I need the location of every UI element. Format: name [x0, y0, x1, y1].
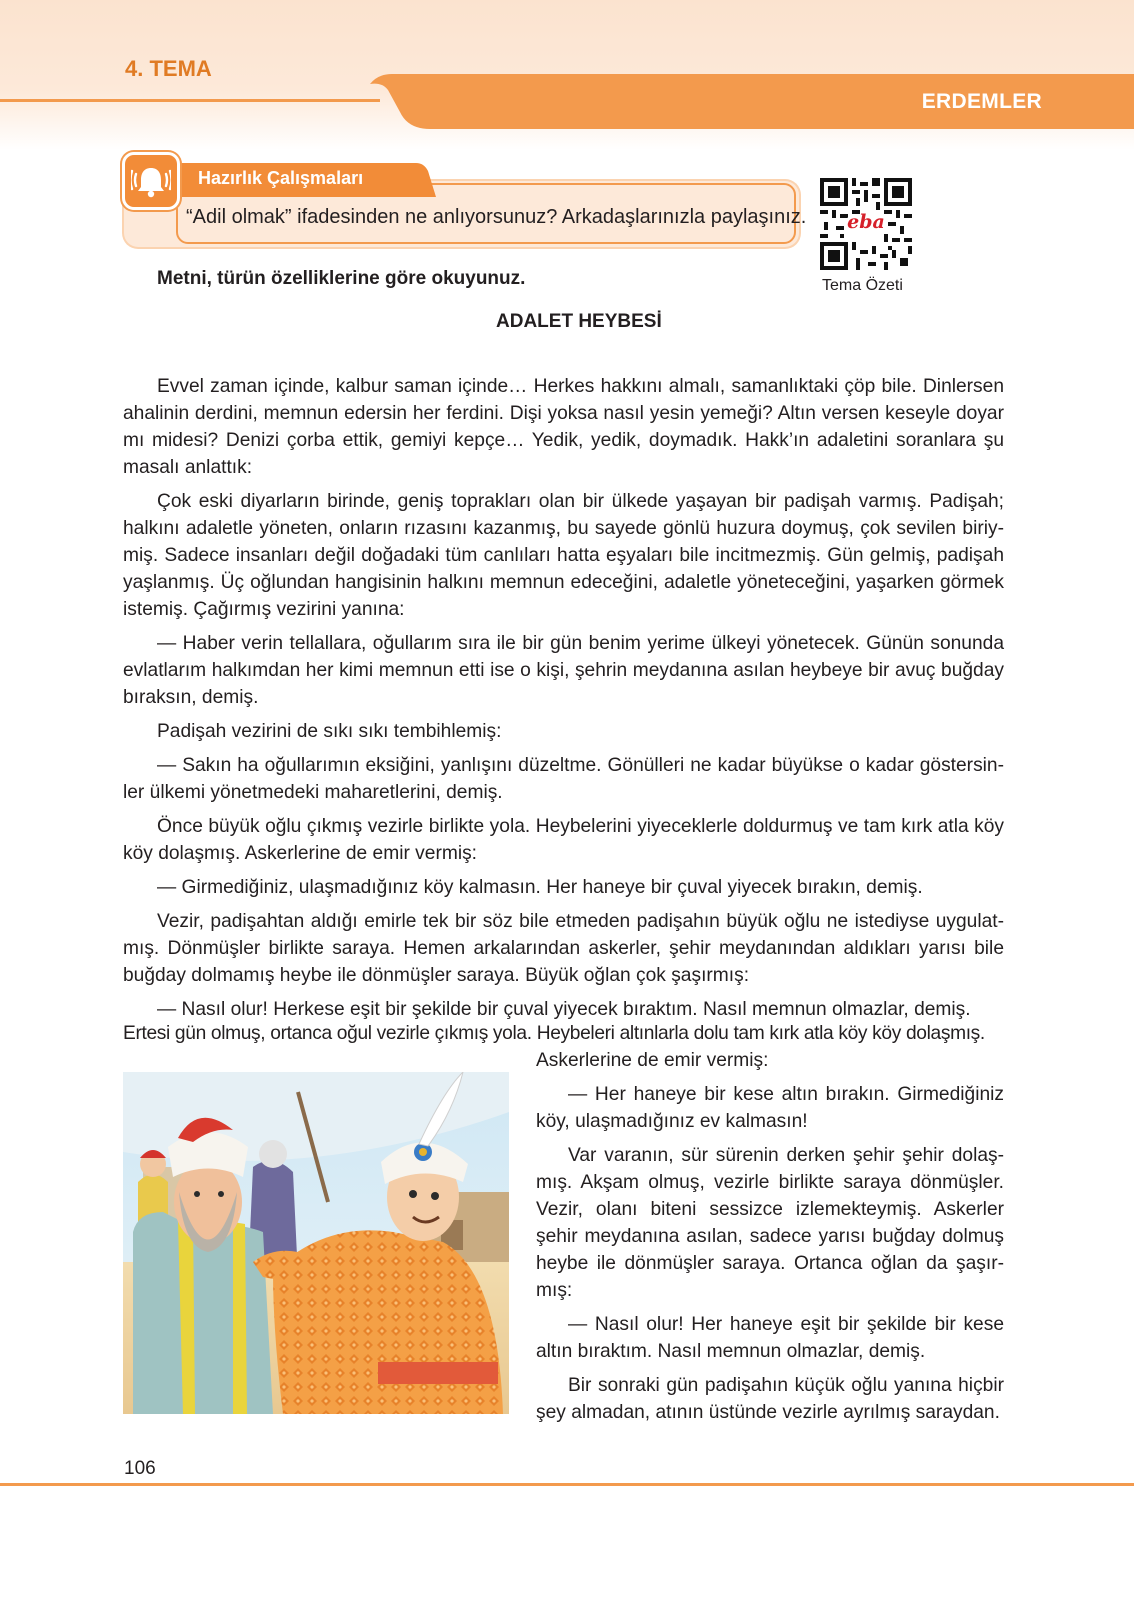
story-paragraph: — Nasıl olur! Her haneye eşit bir şekilde bir kese altın bıraktım. Nasıl memnun olmazlar, demiş. [536, 1314, 1004, 1362]
eba-logo: eba [847, 211, 885, 233]
theme-divider [0, 99, 380, 102]
story-paragraph: — Girmediğiniz, ulaşmadığınız köy kalmasın. Her haneye bir çuval yiyecek bırakın, demiş. [157, 877, 923, 898]
story-paragraph: — Her haneye bir kese altın bırakın. Girmediğiniz köy, ulaşmadığınız ev kalmasın! [536, 1084, 1004, 1132]
story-illustration [123, 1072, 509, 1414]
story-paragraph: — Sakın ha oğullarımın eksiğini, yanlışını düzeltme. Gönülleri ne kadar büyükse o kadar göstersinler ülkemi yönetmedeki maharetlerini, demiş. [123, 755, 1004, 803]
story-paragraph: Çok eski diyarların birinde, geniş toprakları olan bir ülkede yaşayan bir padişah varmış. Padişah; halkını adaletle yöneten, onların rızasını kazanmış, bu sayede gönlü huzura doymuş, çok sevilen biriymiş. Sadece insanları değil doğadaki tüm canlıları hatta eşyaları bile incitmezmiş. Gün gelmiş, padişah yaşlanmış. Üç oğlundan hangisinin halkını memnun edeceğini, adaletle yöneteceğini, yaşarken görmek istemiş. Çağırmış vezirini yanına: [123, 491, 1004, 620]
footer-divider [0, 1483, 1134, 1486]
story-body [123, 373, 1004, 1030]
page-number: 106 [124, 1458, 156, 1479]
story-paragraph: Vezir, padişahtan aldığı emirle tek bir söz bile etmeden padişahın büyük oğlu ne istediyse uygulatmış. Dönmüşler birlikte saraya. Hemen arkalarından askerler, şehir meydanından aldıkları yarısı bile buğday dolmamış heybe ile dönmüşler saraya. Büyük oğlan çok şaşırmış: [123, 911, 1004, 986]
prep-title: Hazırlık Çalışmaları [198, 168, 364, 188]
reading-instruction: Metni, türün özelliklerine göre okuyunuz. [157, 268, 526, 289]
story-paragraph: Padişah vezirini de sıkı sıkı tembihlemiş: [157, 721, 502, 742]
prep-question: “Adil olmak” ifadesinden ne anlıyorsunuz? Arkadaşlarınızla paylaşınız. [186, 206, 807, 228]
story-paragraph: — Haber verin tellallara, oğullarım sıra ile bir gün benim yerime ülkeyi yönetecek. Günün sonunda evlatlarım halkımdan her kimi memnun etti ise o kişi, şehrin meydanına asılan heybeye bir avuç buğday bıraksın, demiş. [123, 633, 1004, 708]
story-title: ADALET HEYBESİ [496, 311, 662, 332]
theme-name: ERDEMLER [921, 90, 1042, 113]
story-paragraph: Evvel zaman içinde, kalbur saman içinde… Herkes hakkını almalı, samanlıktaki çöp bile. Dinlersen ahalinin derdini, memnun edersin her ferdini. Dişi yoksa nasıl yesin yemeği? Altın versen keseyle doyar mı midesi? Denizi çorba ettik, gemiyi kepçe… Yedik, yedik, doymadık. Hakk’ın adaletini soranlara şu masalı anlattık: [123, 376, 1004, 478]
qr-caption: Tema Özeti [822, 277, 903, 294]
theme-label: 4. TEMA [125, 56, 212, 81]
story-paragraph: Bir sonraki gün padişahın küçük oğlu yanına hiçbir şey almadan, atının üstünde vezirle ayrılmış saraydan. [536, 1375, 1004, 1423]
story-paragraph: Önce büyük oğlu çıkmış vezirle birlikte yola. Heybelerini yiyeceklerle doldurmuş ve tam kırk atla köy köy dolaşmış. Askerlerine de emir vermiş: [123, 816, 1004, 864]
story-paragraph: Var varanın, sür sürenin derken şehir şehir dolaşmış. Akşam olmuş, vezirle birlikte saraya dönmüşler. Vezir, olanı biteni sessizce izlemekteymiş. Askerler şehir meydanına asılan, sadece yarısı buğday dolmuş heybe ile dönmüşler saraya. Ortanca oğlan da şaşırmış: [536, 1145, 1004, 1301]
story-column [536, 1047, 1004, 1433]
story-paragraph: Askerlerine de emir vermiş: [536, 1050, 769, 1071]
qr-code[interactable] [820, 178, 912, 270]
story-paragraph-wide: Ertesi gün olmuş, ortanca oğul vezirle çıkmış yola. Heybeleri altınlarla dolu tam kırk atla köy köy dolaşmış. [123, 1023, 985, 1044]
story-paragraph: — Nasıl olur! Herkese eşit bir şekilde bir çuval yiyecek bıraktım. Nasıl memnun olmazlar, demiş. [157, 999, 971, 1020]
bell-icon [122, 152, 180, 210]
